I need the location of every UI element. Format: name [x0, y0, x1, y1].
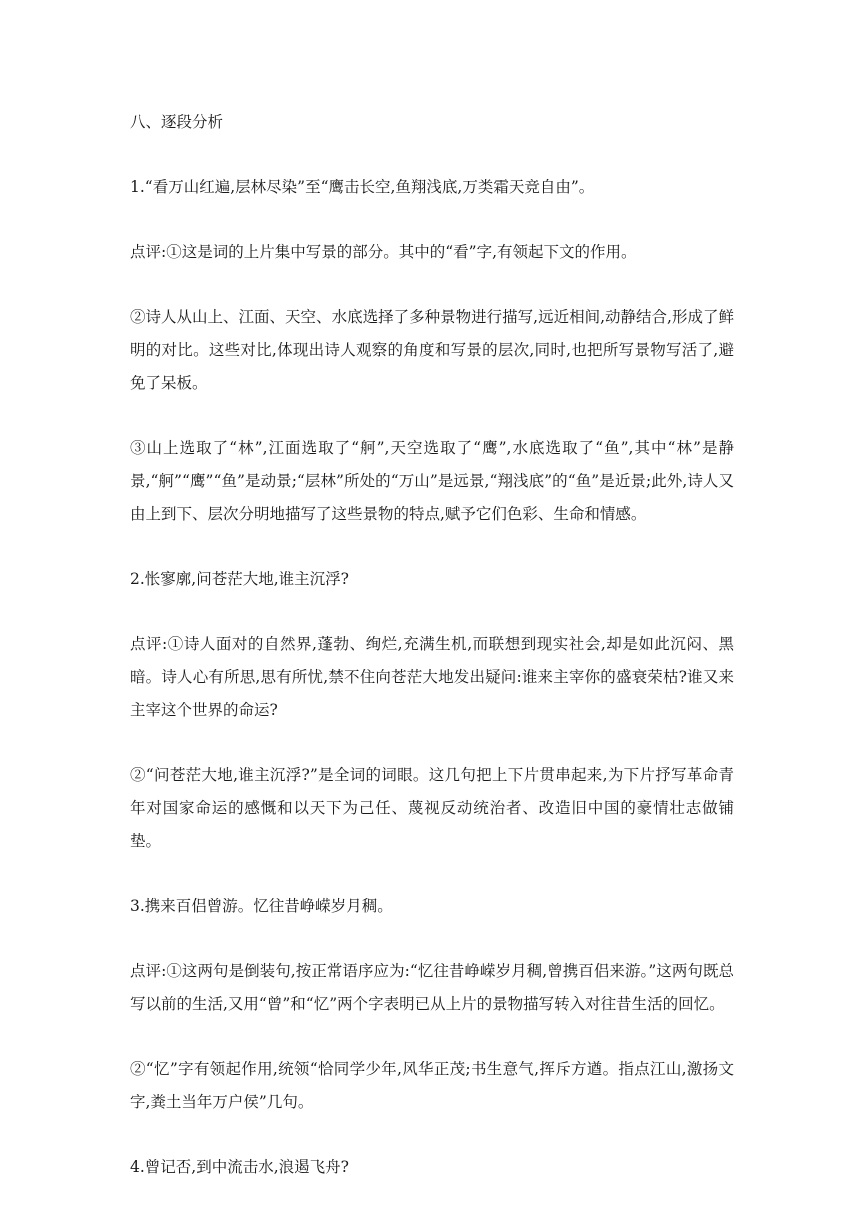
item-3-quote: 3.携来百侣曾游。忆往昔峥嵘岁月稠。 — [130, 897, 393, 915]
item-1-quote: 1.“看万山红遍,层林尽染”至“鹰击长空,鱼翔浅底,万类霜天竞自由”。 — [130, 178, 595, 196]
item-3-comment-2: ②“忆”字有领起作用,统领“恰同学少年,风华正茂;书生意气,挥斥方遒。指点江山,激扬文字,粪土当年万户侯”几句。 — [130, 1060, 734, 1111]
section-heading: 八、逐段分析 — [130, 113, 224, 131]
item-2-quote: 2.怅寥廓,问苍茫大地,谁主沉浮? — [130, 570, 349, 588]
item-4-quote: 4.曾记否,到中流击水,浪遏飞舟? — [130, 1158, 349, 1176]
item-1-comment-3: ③山上选取了“林”,江面选取了“舸”,天空选取了“鹰”,水底选取了“鱼”,其中“林”是静景,“舸”“鹰”“鱼”是动景;“层林”所处的“万山”是远景,“翔浅底”的“鱼”是近景;此外,诗人又由上到下、层次分明地描写了这些景物的特点,赋予它们色彩、生命和情感。 — [130, 439, 734, 523]
item-1-comment-1: 点评:①这是词的上片集中写景的部分。其中的“看”字,有领起下文的作用。 — [130, 243, 637, 261]
document-body — [130, 106, 734, 1216]
item-3-comment-1: 点评:①这两句是倒装句,按正常语序应为:“忆往昔峥嵘岁月稠,曾携百侣来游。”这两句既总写以前的生活,又用“曾”和“忆”两个字表明已从上片的景物描写转入对往昔生活的回忆。 — [130, 962, 734, 1013]
item-1-comment-2: ②诗人从山上、江面、天空、水底选择了多种景物进行描写,远近相间,动静结合,形成了鲜明的对比。这些对比,体现出诗人观察的角度和写景的层次,同时,也把所写景物写活了,避免了呆板。 — [130, 308, 734, 392]
item-2-comment-2: ②“问苍茫大地,谁主沉浮?”是全词的词眼。这几句把上下片贯串起来,为下片抒写革命青年对国家命运的感慨和以天下为己任、蔑视反动统治者、改造旧中国的豪情壮志做铺垫。 — [130, 766, 734, 850]
item-2-comment-1: 点评:①诗人面对的自然界,蓬勃、绚烂,充满生机,而联想到现实社会,却是如此沉闷、黑暗。诗人心有所思,思有所忧,禁不住向苍茫大地发出疑问:谁来主宰你的盛衰荣枯?谁又来主宰这个世界的命运? — [130, 635, 734, 719]
